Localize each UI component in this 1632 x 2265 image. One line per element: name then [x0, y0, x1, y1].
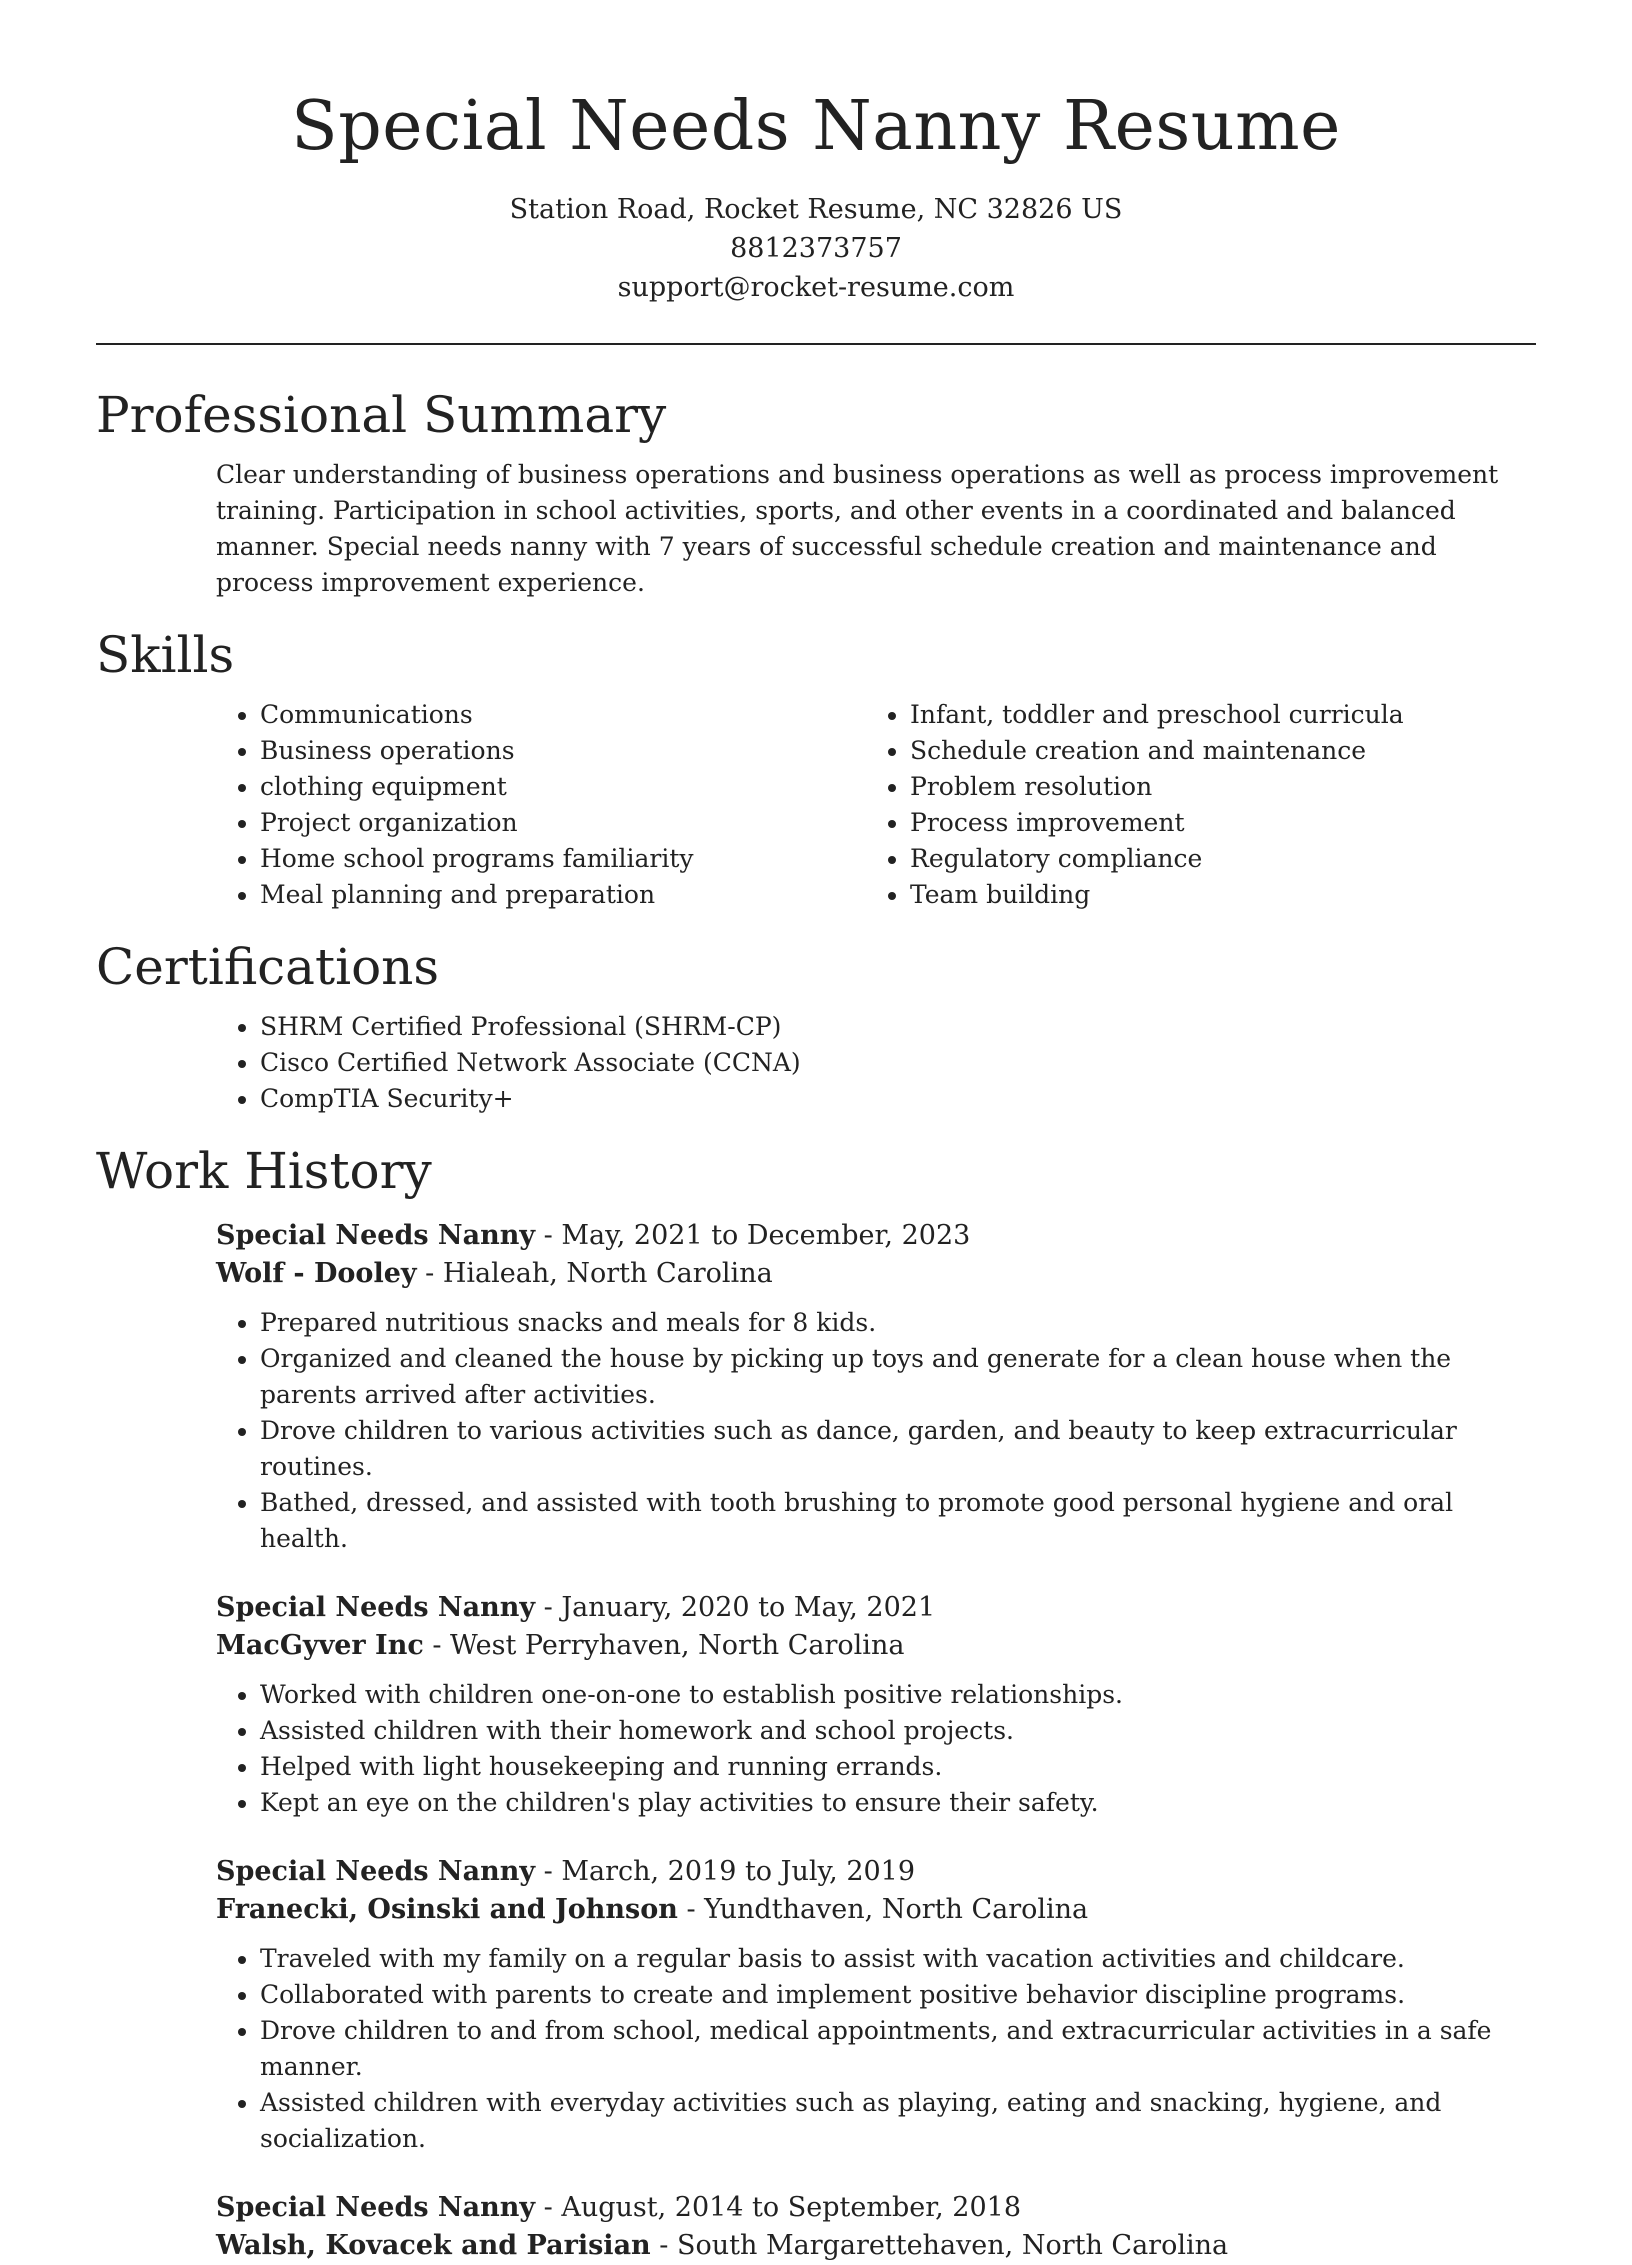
- job-duty-item: • Bathed, dressed, and assisted with tooth brushing to promote good personal hygiene and oral health.: [260, 1485, 1536, 1557]
- certification-item: • SHRM Certified Professional (SHRM-CP): [260, 1009, 1536, 1045]
- job-duty-item: • Traveled with my family on a regular basis to assist with vacation activities and childcare.: [260, 1941, 1536, 1977]
- skill-item: • Problem resolution: [910, 769, 1516, 805]
- skill-item: • Home school programs familiarity: [260, 841, 866, 877]
- job-company-line: [216, 2227, 1536, 2265]
- job-title-line: [216, 1217, 1536, 1255]
- job-company: Wolf - Dooley: [216, 1258, 417, 1289]
- job-title-line: [216, 2189, 1536, 2227]
- job-role: Special Needs Nanny: [216, 1220, 536, 1251]
- resume-title: Special Needs Nanny Resume: [291, 87, 1341, 166]
- section-title-work-history: Work History: [96, 1142, 432, 1200]
- skills-list: [216, 697, 1536, 913]
- skill-item: • Communications: [260, 697, 866, 733]
- job-duty-item: • Organized and cleaned the house by picking up toys and generate for a clean house when the parents arrived after activities.: [260, 1341, 1536, 1413]
- header-divider: [96, 343, 1536, 345]
- contact-email: support@rocket-resume.com: [617, 272, 1015, 303]
- certification-item: • Cisco Certified Network Associate (CCNA): [260, 1045, 1536, 1081]
- skills-column-2: [866, 697, 1516, 913]
- skill-item: • clothing equipment: [260, 769, 866, 805]
- job-duty-item: • Prepared nutritious snacks and meals for 8 kids.: [260, 1305, 1536, 1341]
- section-title-summary: Professional Summary: [96, 386, 667, 444]
- section-title-certifications: Certifications: [96, 938, 440, 996]
- job-location: - Yundthaven, North Carolina: [677, 1894, 1089, 1925]
- job-duties: [216, 1677, 1536, 1821]
- job-location: - South Margarettehaven, North Carolina: [650, 2230, 1229, 2261]
- skill-item: • Infant, toddler and preschool curricula: [910, 697, 1516, 733]
- job-entry: [216, 1589, 1536, 1821]
- job-location: - West Perryhaven, North Carolina: [423, 1630, 905, 1661]
- job-entry: [216, 1853, 1536, 2157]
- skill-item: • Team building: [910, 877, 1516, 913]
- job-duty-item: • Worked with children one-on-one to establish positive relationships.: [260, 1677, 1536, 1713]
- job-title-line: [216, 1853, 1536, 1891]
- job-role: Special Needs Nanny: [216, 1592, 536, 1623]
- skill-item: • Project organization: [260, 805, 866, 841]
- job-duty-item: • Helped with light housekeeping and running errands.: [260, 1749, 1536, 1785]
- job-company: MacGyver Inc: [216, 1630, 424, 1661]
- job-location: - Hialeah, North Carolina: [416, 1258, 773, 1289]
- section-title-skills: Skills: [96, 626, 235, 684]
- job-entry: [216, 1217, 1536, 1557]
- job-duty-item: • Assisted children with everyday activities such as playing, eating and snacking, hygiene, and socialization.: [260, 2085, 1536, 2157]
- skill-item: • Business operations: [260, 733, 866, 769]
- contact-block: [96, 190, 1536, 307]
- job-entry: [216, 2189, 1536, 2265]
- job-duties: [216, 1305, 1536, 1557]
- job-dates: - January, 2020 to May, 2021: [535, 1592, 936, 1623]
- certification-item: • CompTIA Security+: [260, 1081, 1536, 1117]
- job-duty-item: • Drove children to various activities such as dance, garden, and beauty to keep extracurricular routines.: [260, 1413, 1536, 1485]
- job-duties: [216, 1941, 1536, 2157]
- job-company-line: [216, 1627, 1536, 1665]
- contact-phone: 8812373757: [730, 233, 902, 264]
- skills-column-1: [216, 697, 866, 913]
- job-title-line: [216, 1589, 1536, 1627]
- job-duty-item: • Drove children to and from school, medical appointments, and extracurricular activities in a safe manner.: [260, 2013, 1536, 2085]
- certifications-list: [216, 1009, 1536, 1117]
- skill-item: • Regulatory compliance: [910, 841, 1516, 877]
- contact-address: Station Road, Rocket Resume, NC 32826 US: [509, 194, 1123, 225]
- job-role: Special Needs Nanny: [216, 1856, 536, 1887]
- job-duty-item: • Collaborated with parents to create and implement positive behavior discipline programs.: [260, 1977, 1536, 2013]
- job-dates: - March, 2019 to July, 2019: [535, 1856, 916, 1887]
- resume-page: [96, 0, 1536, 2265]
- resume-header: [96, 0, 1536, 307]
- job-duty-item: • Kept an eye on the children's play activities to ensure their safety.: [260, 1785, 1536, 1821]
- job-company: Walsh, Kovacek and Parisian: [216, 2230, 651, 2261]
- job-dates: - August, 2014 to September, 2018: [535, 2192, 1022, 2223]
- skill-item: • Meal planning and preparation: [260, 877, 866, 913]
- skill-item: • Process improvement: [910, 805, 1516, 841]
- job-dates: - May, 2021 to December, 2023: [535, 1220, 971, 1251]
- job-company-line: [216, 1255, 1536, 1293]
- job-duty-item: • Assisted children with their homework and school projects.: [260, 1713, 1536, 1749]
- job-role: Special Needs Nanny: [216, 2192, 536, 2223]
- job-company: Franecki, Osinski and Johnson: [216, 1894, 678, 1925]
- skill-item: • Schedule creation and maintenance: [910, 733, 1516, 769]
- job-company-line: [216, 1891, 1536, 1929]
- summary-text: Clear understanding of business operations and business operations as well as process improvement training. Participation in school activities, sports, and other events in a coordinated and balanced manner. Special needs nanny with 7 years of successful schedule creation and maintenance and process improvement experience.: [216, 460, 1499, 597]
